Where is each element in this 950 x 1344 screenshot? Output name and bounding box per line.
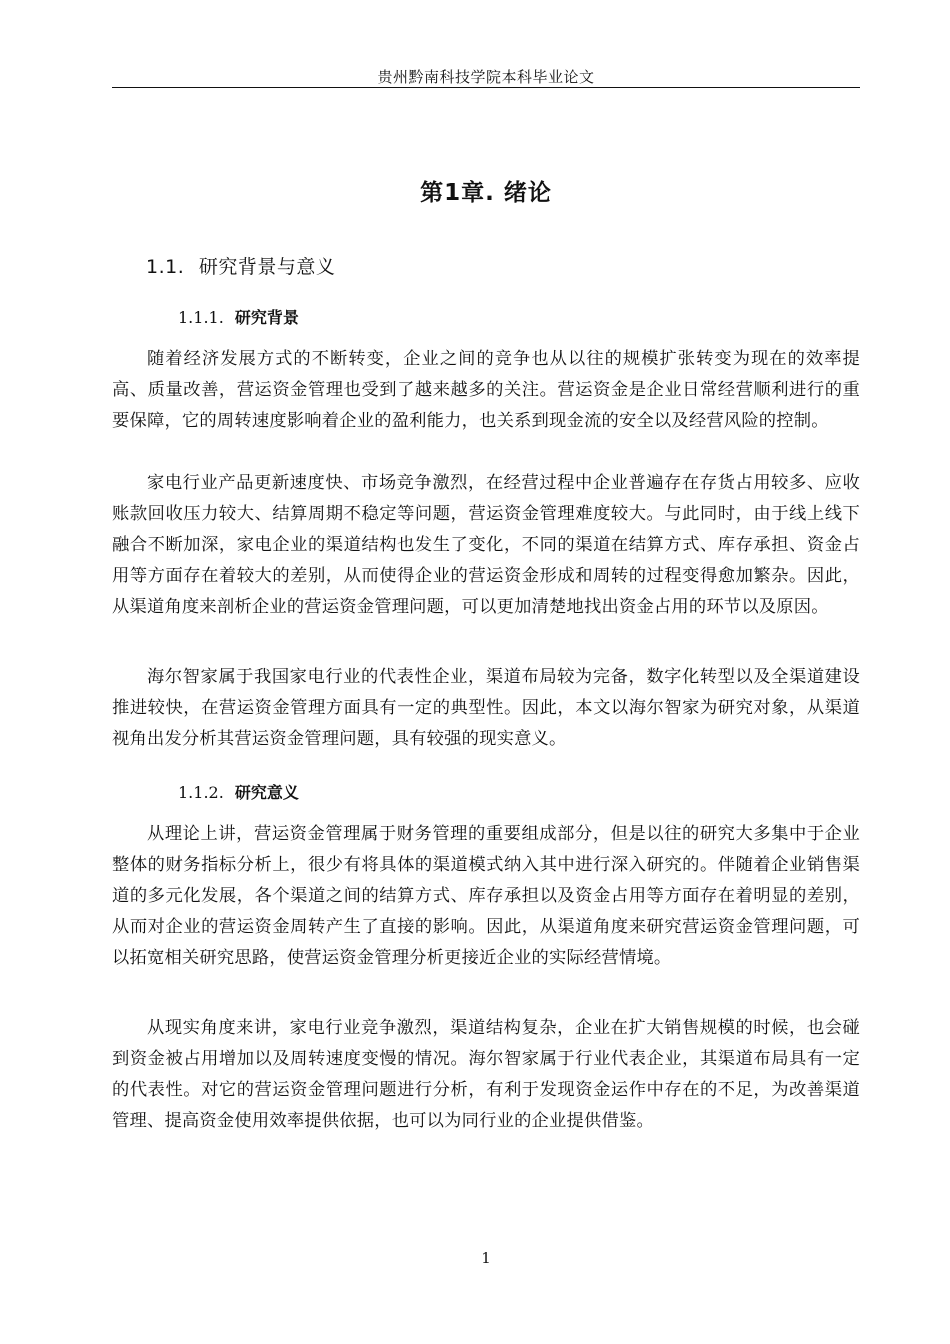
section-heading-1-1 xyxy=(146,253,846,281)
chapter-title: 第1章. 绪论 xyxy=(420,180,552,206)
subsection-heading-1-1-2 xyxy=(178,781,828,805)
subsection-heading-1-1-1 xyxy=(178,306,828,330)
subsection-number: 1.1.2. xyxy=(178,783,224,802)
body-paragraph: 海尔智家属于我国家电行业的代表性企业，渠道布局较为完备，数字化转型以及全渠道建设推进较快，在营运资金管理方面具有一定的典型性。因此，本文以海尔智家为研究对象，从渠道视角出发分析其营运资金管理问题，具有较强的现实意义。 xyxy=(112,667,860,749)
section-title-text: 研究背景与意义 xyxy=(198,256,336,278)
running-header: 贵州黔南科技学院本科毕业论文 xyxy=(377,68,595,86)
body-paragraph: 家电行业产品更新速度快、市场竞争激烈，在经营过程中企业普遍存在存货占用较多、应收账款回收压力较大、结算周期不稳定等问题，营运资金管理难度较大。与此同时，由于线上线下融合不断加深，家电企业的渠道结构也发生了变化，不同的渠道在结算方式、库存承担、资金占用等方面存在着较大的差别，从而使得企业的营运资金形成和周转的过程变得愈加繁杂。因此，从渠道角度来剖析企业的营运资金管理问题，可以更加清楚地找出资金占用的环节以及原因。 xyxy=(112,473,860,617)
subsection-title-text: 研究意义 xyxy=(234,783,299,802)
body-paragraph: 从理论上讲，营运资金管理属于财务管理的重要组成部分，但是以往的研究大多集中于企业整体的财务指标分析上，很少有将具体的渠道模式纳入其中进行深入研究的。伴随着企业销售渠道的多元化发展，各个渠道之间的结算方式、库存承担以及资金占用等方面存在着明显的差别，从而对企业的营运资金周转产生了直接的影响。因此，从渠道角度来研究营运资金管理问题，可以拓宽相关研究思路，使营运资金管理分析更接近企业的实际经营情境。 xyxy=(112,824,860,968)
subsection-title-text: 研究背景 xyxy=(234,308,299,327)
body-paragraph: 从现实角度来讲，家电行业竞争激烈，渠道结构复杂，企业在扩大销售规模的时候，也会碰到资金被占用增加以及周转速度变慢的情况。海尔智家属于行业代表企业，其渠道布局具有一定的代表性。对它的营运资金管理问题进行分析，有利于发现资金运作中存在的不足，为改善渠道管理、提高资金使用效率提供依据，也可以为同行业的企业提供借鉴。 xyxy=(112,1018,860,1131)
body-paragraph: 随着经济发展方式的不断转变，企业之间的竞争也从以往的规模扩张转变为现在的效率提高、质量改善，营运资金管理也受到了越来越多的关注。营运资金是企业日常经营顺利进行的重要保障，它的周转速度影响着企业的盈利能力，也关系到现金流的安全以及经营风险的控制。 xyxy=(112,349,860,431)
section-number: 1.1. xyxy=(146,256,185,278)
page-number: 1 xyxy=(481,1249,491,1267)
subsection-number: 1.1.1. xyxy=(178,308,224,327)
header-divider xyxy=(112,87,860,88)
